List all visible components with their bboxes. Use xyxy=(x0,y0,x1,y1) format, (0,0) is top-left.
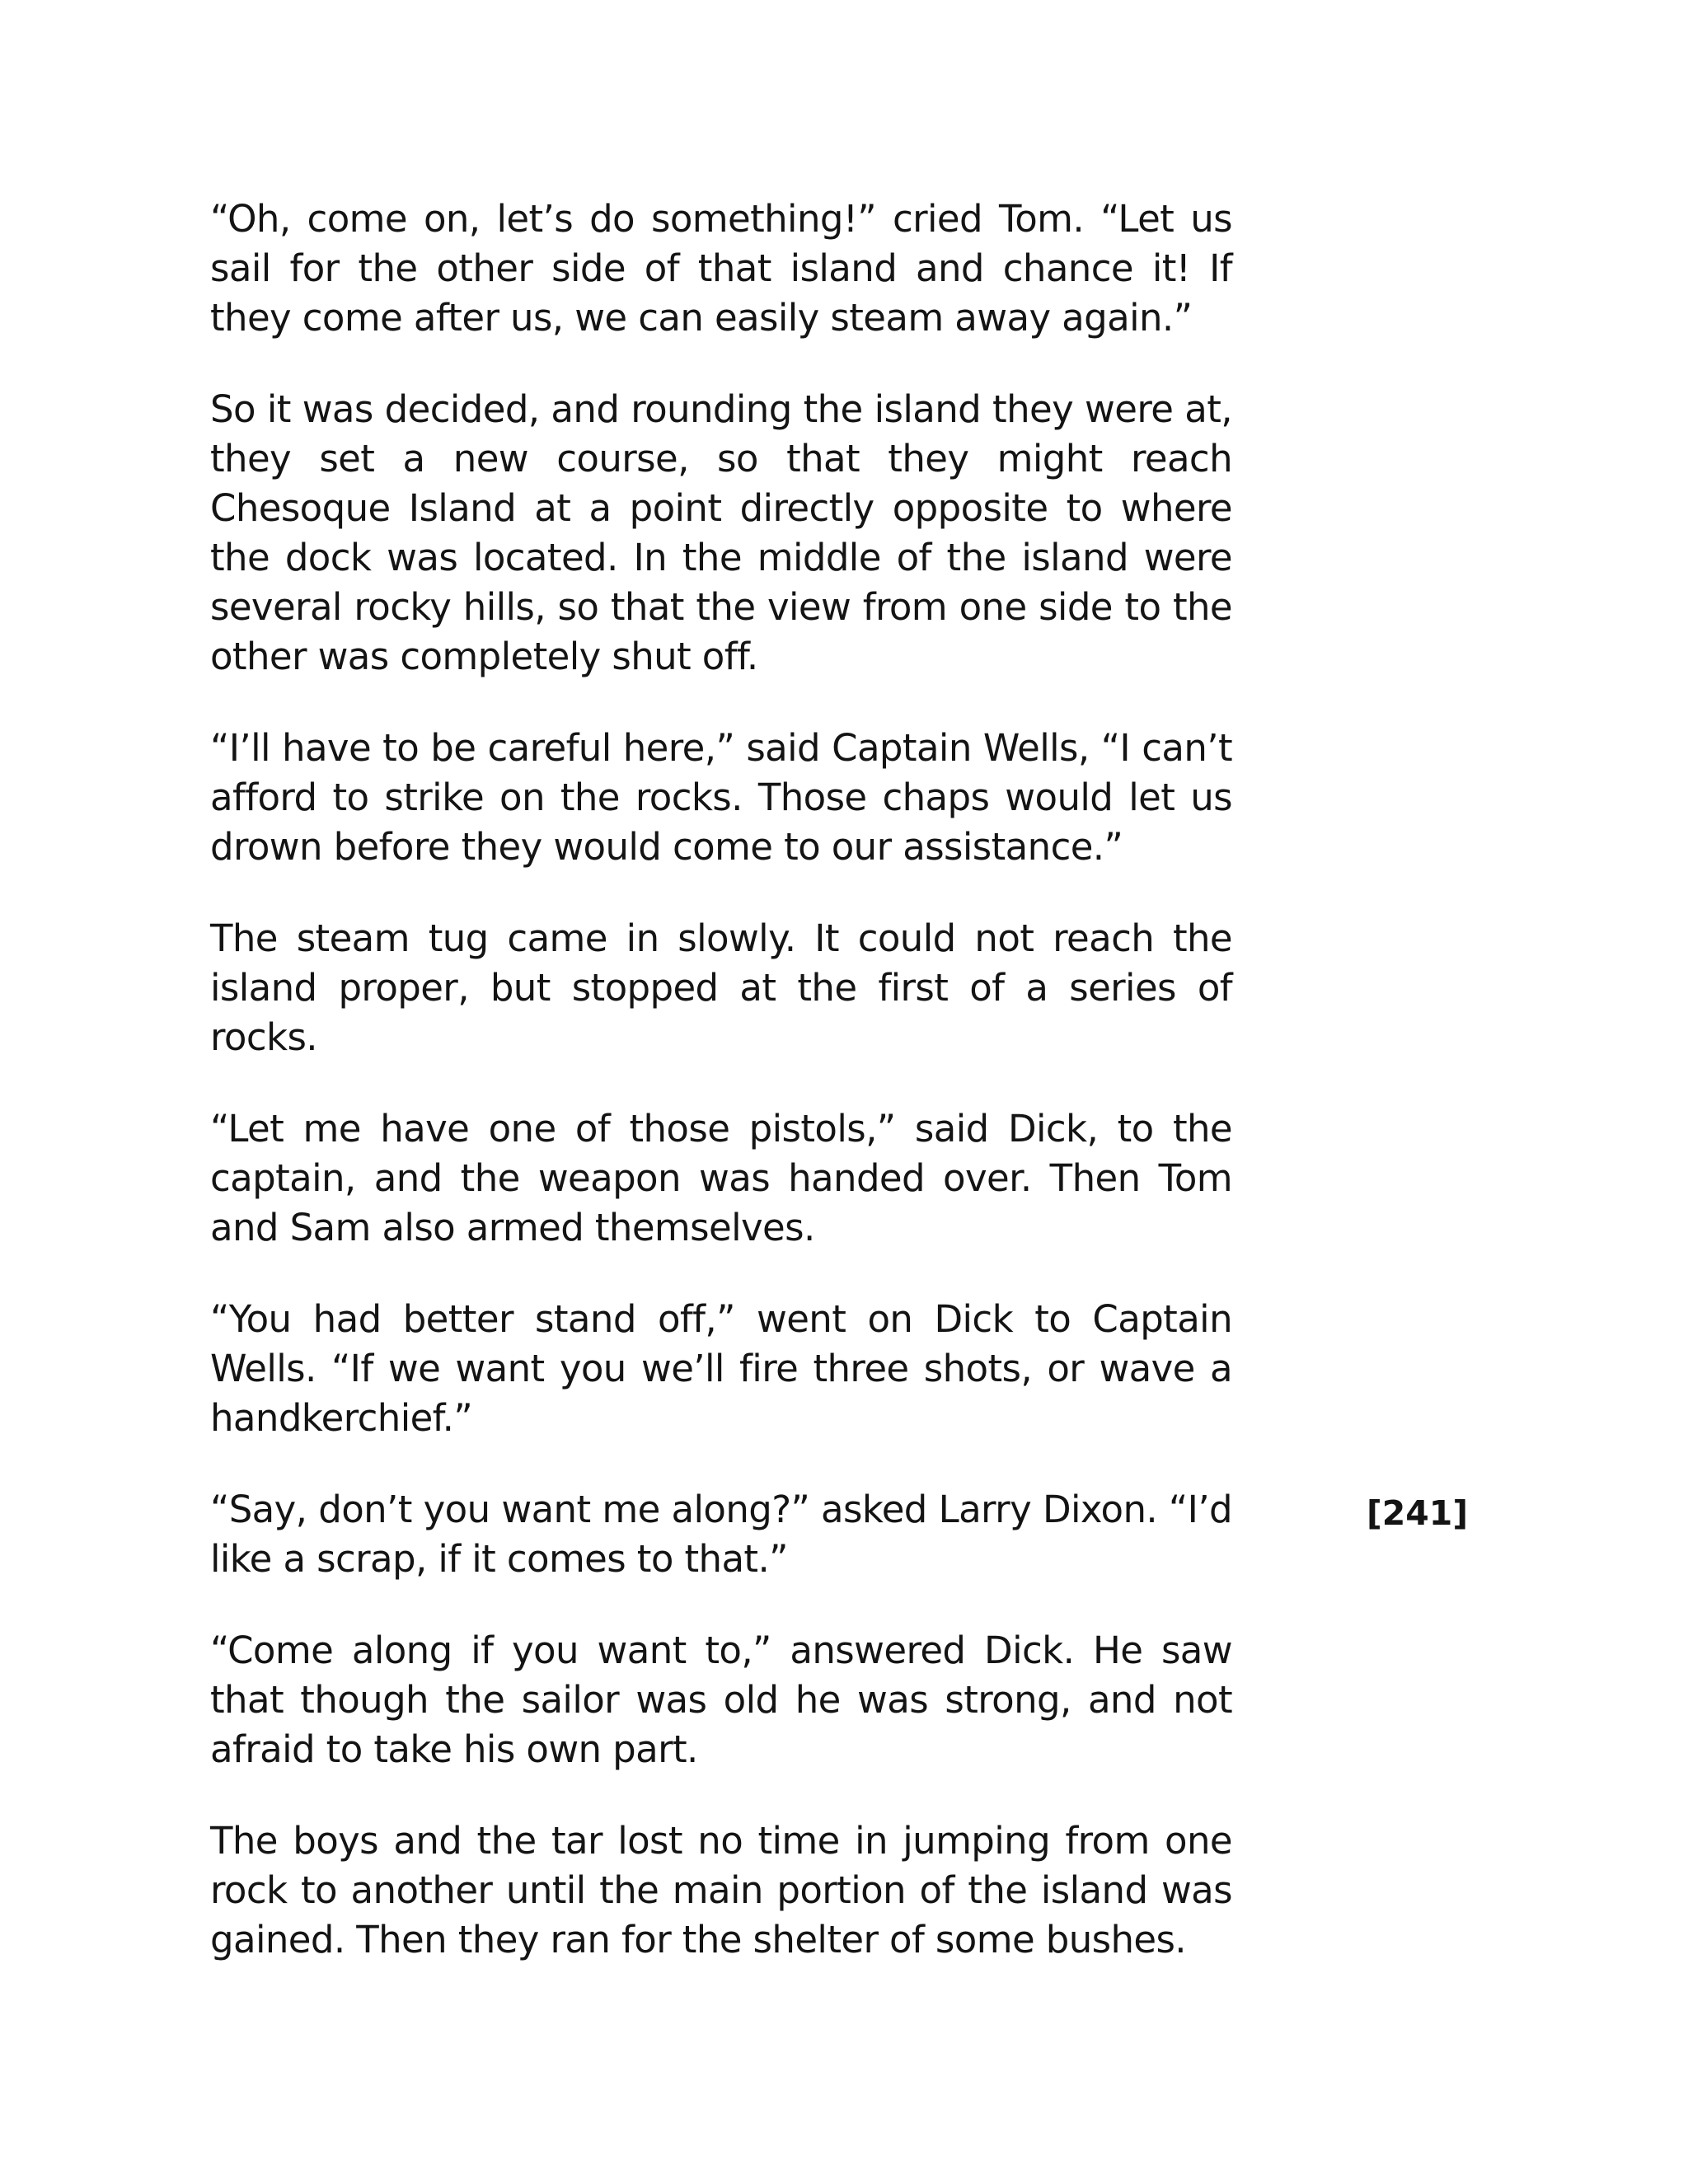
paragraph-9: The boys and the tar lost no time in jumping from one rock to another until the main portion of the island was gained. Then they ran for the shelter of some bushes. xyxy=(210,1819,1232,1961)
paragraph-3: “I’ll have to be careful here,” said Captain Wells, “I can’t afford to strike on the rocks. Those chaps would let us drown before they would come to our assistance.” xyxy=(210,726,1232,869)
paragraph-6: “You had better stand off,” went on Dick to Captain Wells. “If we want you we’ll fire three shots, or wave a handkerchief.” xyxy=(210,1297,1232,1440)
paragraph-5: “Let me have one of those pistols,” said Dick, to the captain, and the weapon was handed over. Then Tom and Sam also armed themselves. xyxy=(210,1107,1232,1249)
paragraph-4: The steam tug came in slowly. It could not reach the island proper, but stopped at the first of a series of rocks. xyxy=(210,916,1232,1059)
paragraph-1: “Oh, come on, let’s do something!” cried Tom. “Let us sail for the other side of that island and chance it! If they come after us, we can easily steam away again.” xyxy=(210,197,1232,340)
paragraph-8: “Come along if you want to,” answered Dick. He saw that though the sailor was old he was strong, and not afraid to take his own part. xyxy=(210,1629,1232,1771)
text-column xyxy=(210,194,1232,2007)
page-number: [241] xyxy=(1367,1493,1469,1533)
paragraph-2: So it was decided, and rounding the island they were at, they set a new course, so that they might reach Chesoque Island at a point directly opposite to where the dock was located. In the middle of the island were several rocky hills, so that the view from one side to the other was completely shut off. xyxy=(210,387,1232,678)
paragraph-7: “Say, don’t you want me along?” asked Larry Dixon. “I’d like a scrap, if it comes to that.” xyxy=(210,1488,1232,1581)
